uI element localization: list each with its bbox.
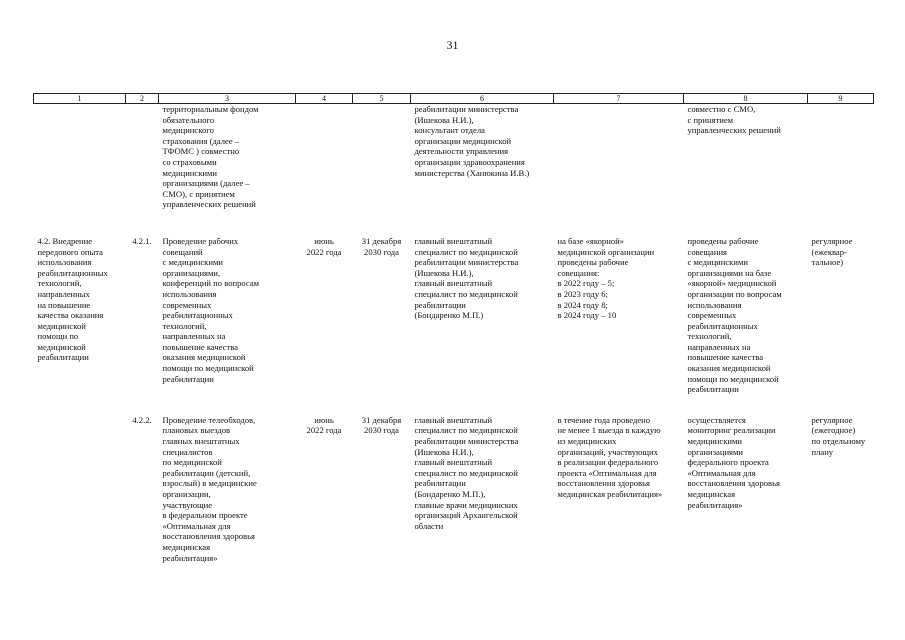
cell-text: организаций Архангельской: [414, 510, 518, 521]
cell-text: специалист по медицинской: [414, 246, 518, 257]
cell-text: совместно с СМО,: [687, 104, 756, 114]
cell-text: из медицинских: [557, 436, 617, 447]
cell-text: 4.2.2.: [132, 414, 152, 425]
cell-end: [353, 415, 411, 563]
cell-text: плану: [811, 446, 834, 457]
cell-text: реабилитации: [414, 299, 466, 310]
cell-text: реабилитации министерства: [414, 257, 519, 268]
cell-indicator: [554, 236, 684, 395]
cell-text: организации по вопросам: [687, 288, 782, 299]
cell-text: медицинского: [162, 125, 214, 136]
cell-text: в 2022 году – 5;: [557, 278, 615, 289]
cell-text: (ежегодное): [811, 425, 856, 436]
cell-text: по медицинской: [162, 457, 222, 468]
cell-indicator: [554, 415, 684, 563]
cell-periodicity: [808, 236, 874, 395]
cell-text: в 2023 году 6;: [557, 288, 608, 299]
cell-text: управленческих решений: [162, 199, 256, 210]
cell-text: медицинской организации: [557, 246, 655, 257]
cell-text: ТФОМС ) совместно: [162, 146, 240, 157]
cell-text: организациями: [687, 446, 744, 457]
cell-text: реабилитационных: [687, 320, 758, 331]
cell-text: реабилитации: [37, 352, 89, 363]
column-number-3: 3: [159, 94, 296, 104]
cell-text: передового опыта: [37, 246, 103, 257]
cell-text: организации здравоохранения: [414, 156, 525, 167]
cell-text: совещаний: [162, 246, 203, 257]
cell-text: страхования (далее –: [162, 135, 240, 146]
cell-text: области: [414, 520, 444, 531]
cell-text: «Оптимальная для: [162, 520, 231, 531]
cell-text: организациями (далее –: [162, 178, 250, 189]
cell-text: специалистов: [162, 446, 213, 457]
cell-text: министерства (Ханюкина И.В.): [414, 167, 530, 178]
cell-result: [684, 236, 808, 395]
cell-text: Проведение телеобходов,: [162, 414, 256, 425]
cell-text: проведены рабочие: [557, 257, 629, 268]
cell-text: 2022 года: [306, 425, 342, 436]
cell-start: [296, 104, 353, 210]
cell-text: по отдельному: [811, 436, 866, 447]
cell-indicator: [554, 104, 684, 210]
cell-description: [159, 104, 296, 210]
cell-text: современных: [687, 310, 737, 321]
cell-text: главный внештатный: [414, 414, 493, 425]
column-number-4: 4: [296, 94, 353, 104]
cell-number: [126, 236, 159, 395]
cell-start: [296, 415, 353, 563]
cell-text: управленческих решений: [687, 125, 781, 136]
cell-text: 2030 года: [364, 425, 399, 436]
column-number-1: 1: [34, 94, 126, 104]
cell-periodicity: [808, 104, 874, 210]
cell-text: медицинская: [162, 541, 211, 552]
cell-text: главных внештатных: [162, 436, 240, 447]
cell-text: со страховыми: [162, 156, 217, 167]
cell-text: организации,: [162, 489, 211, 499]
cell-text: «якорной» медицинской: [687, 278, 777, 289]
cell-number: [126, 415, 159, 563]
plan-table: [33, 93, 874, 563]
column-number-7: 7: [554, 94, 684, 104]
cell-text: тальное): [811, 257, 844, 268]
cell-text: реабилитации министерства: [414, 436, 519, 447]
cell-text: главный внештатный: [414, 235, 493, 246]
cell-text: использования: [37, 257, 92, 268]
column-number-5: 5: [353, 94, 411, 104]
cell-text: (Бондаренко М.П.),: [414, 489, 486, 499]
cell-text: организациями,: [162, 267, 221, 278]
column-number-6: 6: [411, 94, 554, 104]
cell-text: медицинской: [37, 341, 86, 352]
cell-text: восстановления здоровья: [162, 531, 255, 542]
cell-text: Проведение рабочих: [162, 235, 239, 246]
cell-description: [159, 236, 296, 395]
cell-text: 31 декабря: [361, 414, 402, 425]
cell-text: организациями на базе: [687, 267, 772, 278]
cell-text: не менее 1 выезда в каждую: [557, 425, 661, 436]
cell-text: специалист по медицинской: [414, 288, 518, 299]
cell-responsible: [411, 104, 554, 210]
cell-text: медицинская реабилитация»: [557, 489, 663, 499]
cell-text: оказания медицинской: [687, 363, 771, 374]
cell-text: технологий,: [687, 331, 732, 342]
cell-text: 2030 года: [364, 246, 399, 257]
cell-text: деятельности управления: [414, 146, 509, 157]
cell-text: технологий,: [37, 278, 82, 289]
cell-text: повышение качества: [162, 341, 239, 352]
cell-text: мониторинг реализации: [687, 425, 776, 436]
page-number: 31: [446, 38, 459, 52]
column-number-8: 8: [684, 94, 808, 104]
cell-text: консультант отдела: [414, 125, 485, 136]
cell-text: в федеральном проекте: [162, 510, 248, 521]
cell-description: [159, 415, 296, 563]
cell-text: использования: [162, 288, 217, 299]
cell-text: направленных на: [162, 331, 226, 342]
cell-text: на повышение: [37, 299, 91, 310]
cell-text: 2022 года: [306, 246, 342, 257]
cell-end: [353, 236, 411, 395]
cell-text: в 2024 году 8;: [557, 299, 608, 310]
cell-text: медицинская: [687, 489, 736, 499]
column-number-2: 2: [126, 94, 159, 104]
cell-text: медицинскими: [162, 167, 218, 178]
cell-activity: [34, 236, 126, 395]
cell-responsible: [411, 415, 554, 563]
cell-text: участвующие: [162, 499, 213, 510]
cell-text: осуществляется: [687, 414, 746, 425]
cell-result: [684, 415, 808, 563]
cell-text: (Ишекова Н.И.),: [414, 267, 474, 278]
cell-text: реабилитации: [162, 373, 214, 384]
cell-text: проведены рабочие: [687, 235, 759, 246]
cell-text: повышение качества: [687, 352, 764, 363]
cell-text: реабилитации министерства: [414, 104, 519, 114]
cell-text: 31 декабря: [361, 235, 402, 246]
cell-text: направленных на: [687, 341, 751, 352]
cell-text: главный внештатный: [414, 278, 493, 289]
cell-text: обязательного: [162, 114, 215, 125]
cell-text: использования: [687, 299, 742, 310]
cell-text: главный внештатный: [414, 457, 493, 468]
cell-text: реабилитационных: [162, 310, 233, 321]
cell-text: медицинскими: [687, 436, 743, 447]
cell-text: СМО), с принятием: [162, 188, 235, 199]
table-row: [34, 236, 874, 395]
cell-text: реабилитации: [414, 478, 466, 489]
cell-text: организаций, участвующих: [557, 446, 658, 457]
cell-text: «Оптимальная для: [687, 467, 756, 478]
cell-text: июнь: [314, 414, 334, 425]
cell-text: помощи по медицинской: [687, 373, 779, 384]
cell-text: на базе «якорной»: [557, 235, 624, 246]
cell-text: реабилитации: [687, 384, 739, 395]
cell-end: [353, 104, 411, 210]
cell-text: реабилитация»: [162, 552, 218, 563]
cell-text: с медицинскими: [162, 257, 223, 268]
cell-text: специалист по медицинской: [414, 425, 518, 436]
table-row: [34, 104, 874, 210]
cell-text: организации медицинской: [414, 135, 512, 146]
cell-text: федерального проекта: [687, 457, 769, 468]
cell-text: июнь: [314, 235, 334, 246]
cell-number: [126, 104, 159, 210]
cell-text: современных: [162, 299, 212, 310]
cell-text: совещания: [687, 246, 728, 257]
cell-text: проекта «Оптимальная для: [557, 467, 657, 478]
cell-text: (Бондаренко М.П.): [414, 310, 484, 321]
cell-text: в реализации федерального: [557, 457, 659, 468]
cell-text: (Ишекова Н.И.),: [414, 446, 474, 457]
cell-text: главные врачи медицинских: [414, 499, 518, 510]
cell-text: оказания медицинской: [162, 352, 246, 363]
cell-text: регулярное: [811, 235, 853, 246]
cell-periodicity: [808, 415, 874, 563]
cell-text: специалист по медицинской: [414, 467, 518, 478]
cell-text: с принятием: [687, 114, 734, 125]
table-row: [34, 415, 874, 563]
cell-text: медицинской: [37, 320, 86, 331]
cell-text: реабилитации (детский,: [162, 467, 251, 478]
cell-text: восстановления здоровья: [687, 478, 780, 489]
cell-start: [296, 236, 353, 395]
cell-text: конференций по вопросам: [162, 278, 260, 289]
cell-text: 4.2. Внедрение: [37, 235, 93, 246]
cell-text: реабилитация»: [687, 499, 743, 510]
cell-text: 4.2.1.: [132, 235, 152, 246]
cell-text: плановых выездов: [162, 425, 231, 436]
cell-text: взрослый) в медицинские: [162, 478, 257, 489]
cell-text: направленных: [37, 288, 90, 299]
cell-activity: [34, 104, 126, 210]
cell-text: в течение года проведено: [557, 414, 651, 425]
column-number-row: [34, 94, 874, 104]
cell-text: реабилитационных: [37, 267, 108, 278]
cell-responsible: [411, 236, 554, 395]
cell-text: в 2024 году – 10: [557, 310, 617, 321]
cell-text: регулярное: [811, 414, 853, 425]
cell-text: (ежеквар-: [811, 246, 847, 257]
cell-text: помощи по медицинской: [162, 363, 254, 374]
cell-text: (Ишекова Н.И.),: [414, 114, 474, 125]
cell-text: совещания:: [557, 267, 600, 278]
cell-activity: [34, 415, 126, 563]
cell-text: восстановления здоровья: [557, 478, 650, 489]
cell-text: технологий,: [162, 320, 207, 331]
column-number-9: 9: [808, 94, 874, 104]
cell-text: с медицинскими: [687, 257, 748, 268]
cell-text: помощи по: [37, 331, 79, 342]
cell-text: качества оказания: [37, 310, 104, 321]
cell-text: территориальным фондом: [162, 104, 259, 114]
cell-result: [684, 104, 808, 210]
